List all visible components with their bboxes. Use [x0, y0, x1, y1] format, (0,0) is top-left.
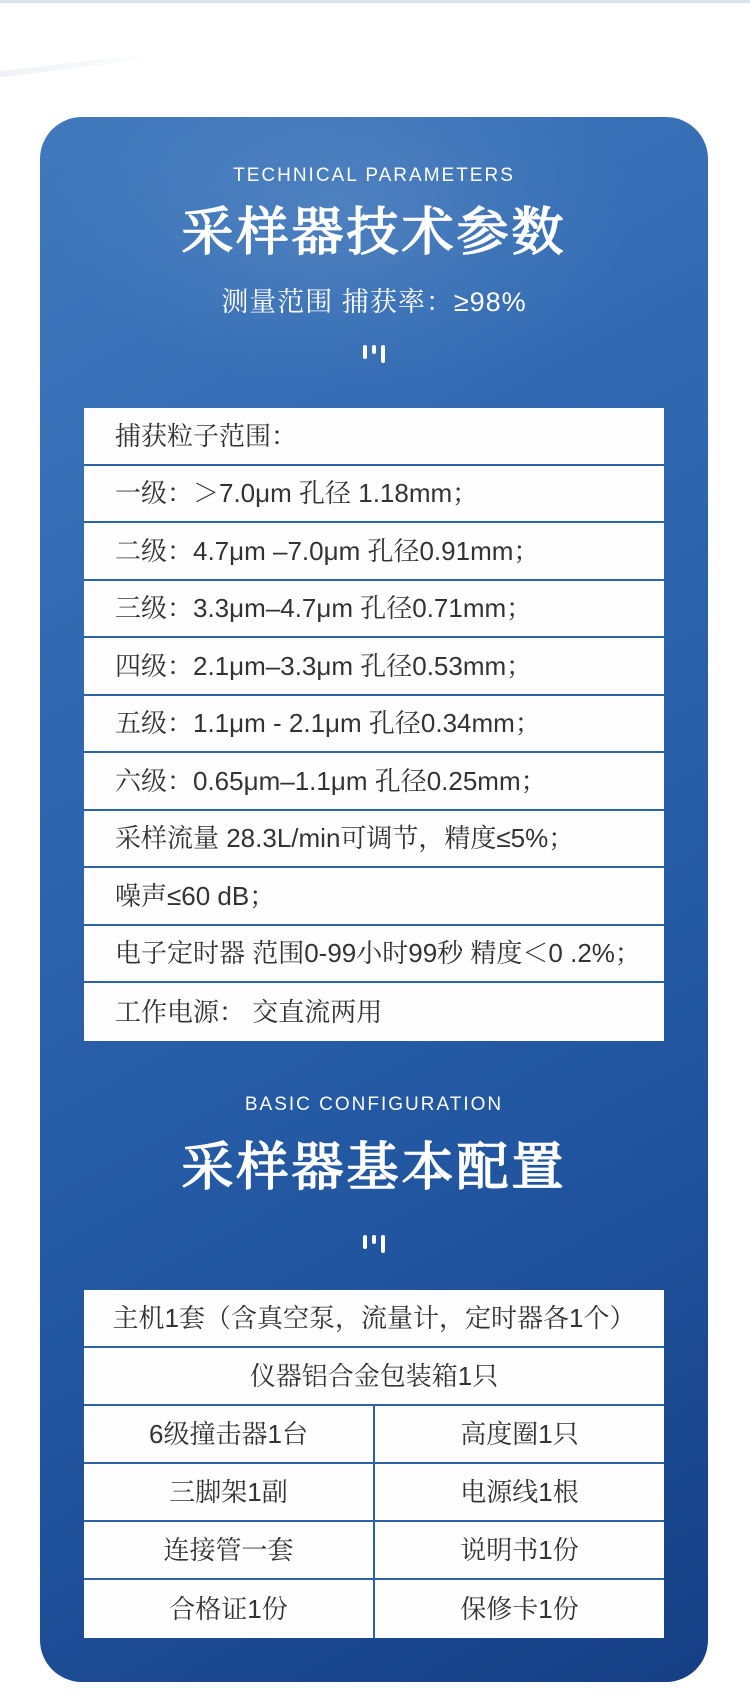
technical-section-label: TECHNICAL PARAMETERS [233, 165, 515, 186]
spec-text: 采样流量 28.3L/min可调节，精度≤5%； [115, 823, 575, 854]
triple-bar-icon [354, 345, 394, 363]
spec-text: 捕获粒子范围： [115, 420, 298, 451]
background-streak [0, 52, 162, 79]
configuration-section-label: BASIC CONFIGURATION [244, 1093, 504, 1115]
config-item: 保修卡1份 [460, 1593, 579, 1624]
table-row [84, 1290, 664, 1348]
table-row [84, 466, 664, 524]
config-item: 6级撞击器1台 [84, 1406, 375, 1462]
table-row [84, 1406, 664, 1464]
table-row [84, 1522, 664, 1580]
config-item: 三脚架1副 [84, 1464, 375, 1520]
spec-text: 噪声≤60 dB； [115, 880, 276, 911]
config-item: 仪器铝合金包装箱1只 [249, 1360, 499, 1391]
table-row [84, 753, 664, 811]
technical-section-title: 采样器技术参数 [181, 204, 567, 262]
spec-text: 二级：4.7μm –7.0μm 孔径0.91mm； [115, 535, 540, 566]
table-row [84, 926, 664, 984]
table-row [84, 523, 664, 581]
product-spec-card [40, 117, 708, 1682]
table-row [84, 408, 664, 466]
config-item: 说明书1份 [460, 1534, 579, 1565]
spec-text: 一级：＞7.0μm 孔径 1.18mm； [115, 478, 479, 509]
configuration-section-title: 采样器基本配置 [181, 1138, 567, 1197]
table-row [84, 1580, 664, 1638]
basic-configuration-table [84, 1290, 664, 1638]
table-row [84, 1348, 664, 1406]
config-item: 电源线1根 [460, 1476, 579, 1507]
spec-text: 六级：0.65μm–1.1μm 孔径0.25mm； [115, 765, 547, 796]
table-row [84, 638, 664, 696]
spec-text: 三级：3.3μm–4.7μm 孔径0.71mm； [115, 593, 533, 624]
technical-parameters-table [84, 408, 664, 1041]
spec-text: 四级：2.1μm–3.3μm 孔径0.53mm； [115, 650, 533, 681]
technical-subtitle: 测量范围 捕获率：≥98% [221, 287, 527, 317]
table-row [84, 581, 664, 639]
top-hairline [0, 0, 750, 3]
config-item: 主机1套（含真空泵，流量计，定时器各1个） [112, 1302, 636, 1333]
config-item: 连接管一套 [84, 1522, 375, 1578]
triple-bar-icon [354, 1235, 394, 1253]
spec-text: 电子定时器 范围0-99小时99秒 精度＜0 .2%； [115, 938, 641, 969]
table-row [84, 696, 664, 754]
spec-text: 五级：1.1μm - 2.1μm 孔径0.34mm； [115, 708, 541, 739]
spec-text: 工作电源： 交直流两用 [115, 996, 383, 1027]
table-row [84, 1464, 664, 1522]
table-row [84, 868, 664, 926]
table-row [84, 983, 664, 1041]
config-item: 合格证1份 [84, 1580, 375, 1638]
config-item: 高度圈1只 [460, 1418, 579, 1449]
table-row [84, 811, 664, 869]
